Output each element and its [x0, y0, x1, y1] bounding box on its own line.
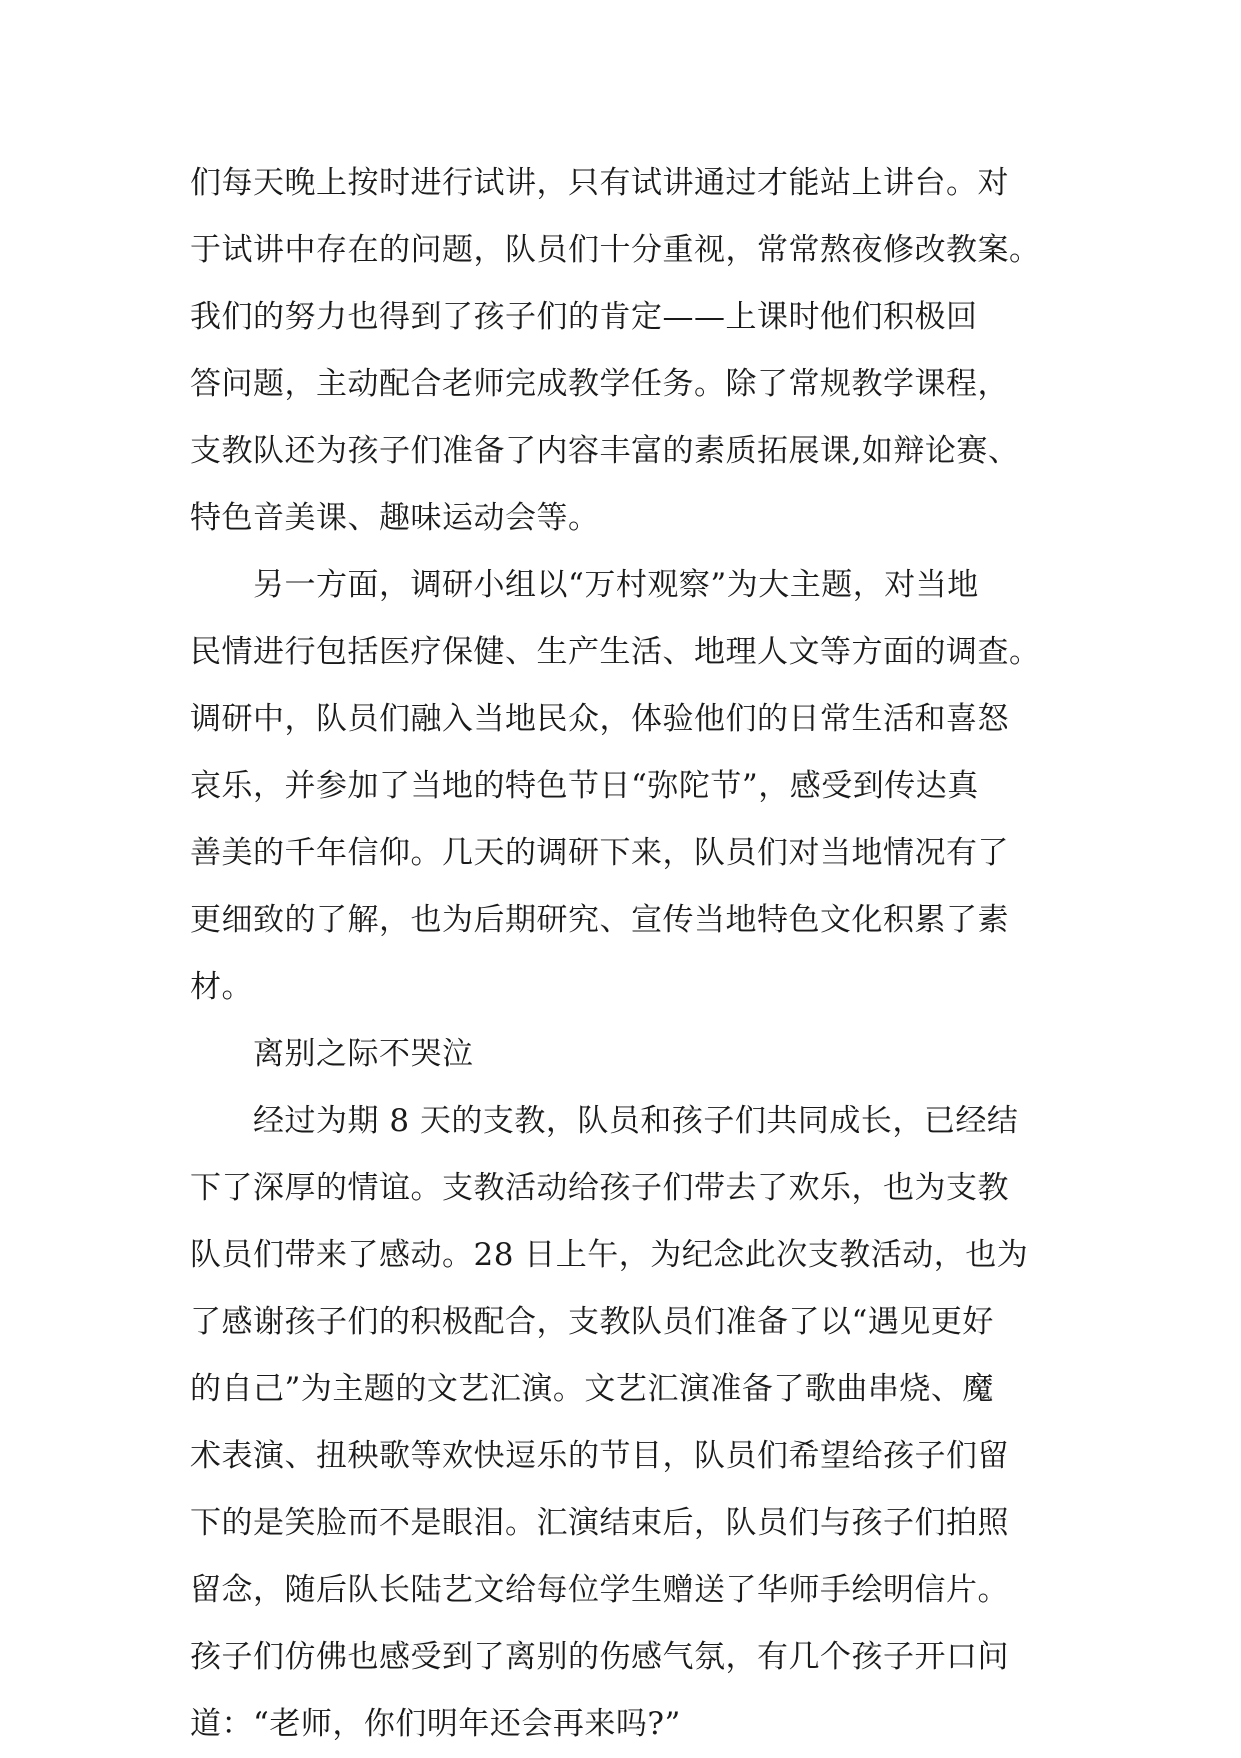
text-line: 调研中，队员们融入当地民众，体验他们的日常生活和喜怒 [190, 701, 1009, 737]
text-line: 支教队还为孩子们准备了内容丰富的素质拓展课,如辩论赛、 [190, 433, 1020, 469]
text-line: 留念，随后队长陆艺文给每位学生赠送了华师手绘明信片。 [190, 1572, 1009, 1608]
text-line: 答问题，主动配合老师完成教学任务。除了常规教学课程， [190, 366, 1009, 402]
text-line: 道：“老师，你们明年还会再来吗?” [190, 1706, 681, 1742]
text-line: 于试讲中存在的问题，队员们十分重视，常常熬夜修改教案。 [190, 232, 1041, 268]
text-line: 更细致的了解，也为后期研究、宣传当地特色文化积累了素 [190, 902, 1009, 938]
text-line: 队员们带来了感动。28 日上午，为纪念此次支教活动，也为 [190, 1237, 1029, 1273]
paragraph-first-line: 另一方面，调研小组以“万村观察”为大主题，对当地 [253, 567, 979, 603]
text-line: 下的是笑脸而不是眼泪。汇演结束后，队员们与孩子们拍照 [190, 1505, 1009, 1541]
text-line: 我们的努力也得到了孩子们的肯定——上课时他们积极回 [190, 299, 978, 335]
document-body [190, 150, 1070, 1758]
text-line: 特色音美课、趣味运动会等。 [190, 500, 600, 536]
text-line: 术表演、扭秧歌等欢快逗乐的节目，队员们希望给孩子们留 [190, 1438, 1009, 1474]
text-line: 哀乐，并参加了当地的特色节日“弥陀节”，感受到传达真 [190, 768, 979, 804]
text-line: 材。 [190, 969, 253, 1005]
text-line: 下了深厚的情谊。支教活动给孩子们带去了欢乐，也为支教 [190, 1170, 1009, 1206]
text-line: 民情进行包括医疗保健、生产生活、地理人文等方面的调查。 [190, 634, 1041, 670]
section-heading: 离别之际不哭泣 [253, 1036, 474, 1072]
paragraph-first-line: 经过为期 8 天的支教，队员和孩子们共同成长，已经结 [253, 1103, 1019, 1139]
text-line: 们每天晚上按时进行试讲，只有试讲通过才能站上讲台。对 [190, 165, 1009, 201]
text-line: 了感谢孩子们的积极配合，支教队员们准备了以“遇见更好 [190, 1304, 994, 1340]
text-line: 善美的千年信仰。几天的调研下来，队员们对当地情况有了 [190, 835, 1009, 871]
text-line: 孩子们仿佛也感受到了离别的伤感气氛，有几个孩子开口问 [190, 1639, 1009, 1675]
text-line: 的自己”为主题的文艺汇演。文艺汇演准备了歌曲串烧、魔 [190, 1371, 994, 1407]
